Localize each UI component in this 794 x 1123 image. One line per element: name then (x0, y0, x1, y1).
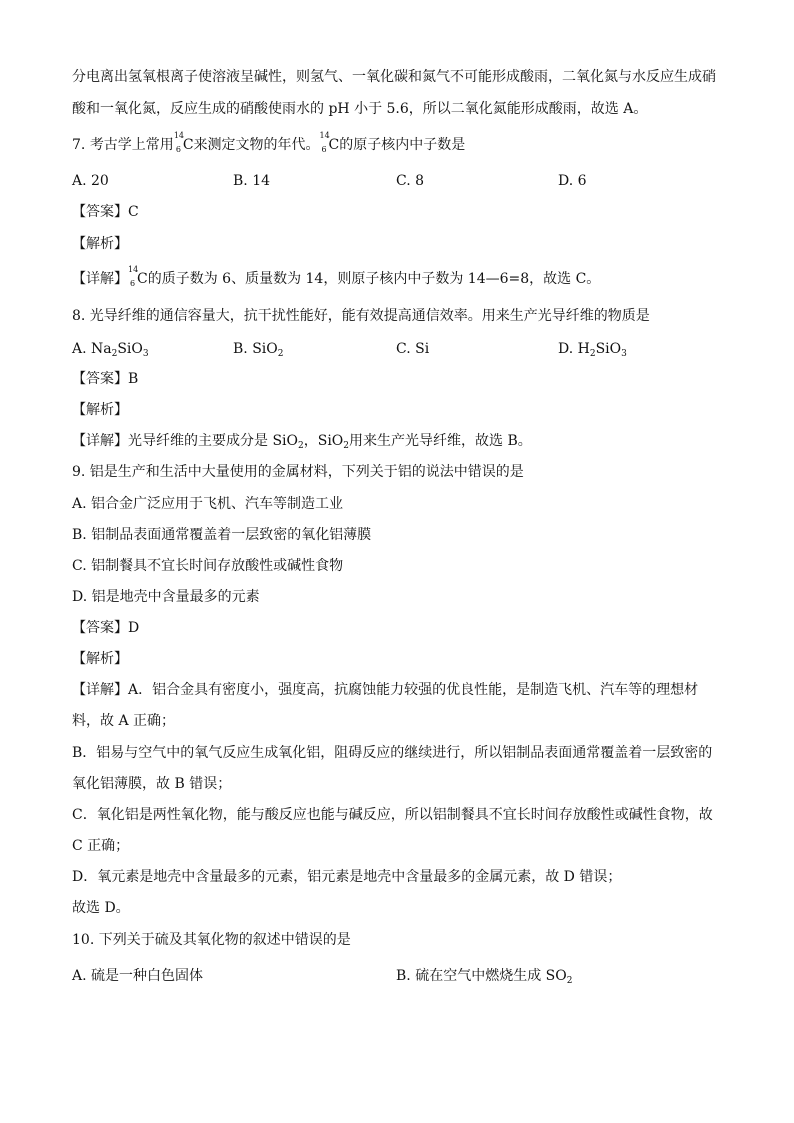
detail-text: 的质子数为 6、质量数为 14，则原子核内中子数为 14—6=8，故选 C。 (147, 271, 601, 287)
option-b: B. 硫在空气中燃烧生成 $SO_2$ (396, 968, 573, 986)
detail-tag: 【详解】 (72, 682, 128, 698)
answer-tag: 【答案】 (72, 620, 128, 636)
detail-line: 【详解】A．铝合金具有密度小，强度高，抗腐蚀能力较强的优良性能，是制造飞机、汽车等的理想材 (72, 682, 699, 698)
isotope-notation: 14 6 (173, 131, 184, 154)
question-number: 7. (72, 137, 86, 153)
option-a: A. $Na_2SiO_3$ (72, 341, 149, 359)
answer-line (72, 619, 734, 637)
detail-line: 故选 D。 (72, 900, 130, 916)
option-b: B. SiO$_2$ (233, 341, 284, 359)
answer-line (72, 370, 734, 388)
option-d: D. $H_2SiO_3$ (558, 341, 627, 359)
detail-line: B．铝易与空气中的氧气反应生成氧化铝，阻碍反应的继续进行，所以铝制品表面通常覆盖着一层致密的 (72, 745, 713, 761)
detail-line: 氧化铝薄膜，故 B 错误； (72, 776, 232, 792)
isotope-notation: 14 6 (319, 131, 330, 154)
detail-line: 【详解】 14 6 C的质子数为 6、质量数为 14，则原子核内中子数为 14—6=8，故选 C。 (72, 265, 601, 288)
detail-line: C 正确； (72, 838, 130, 854)
detail-tag: 【详解】 (72, 271, 128, 287)
answer-tag: 【答案】 (72, 371, 128, 387)
question-9-stem: 9. 铝是生产和生活中大量使用的金属材料，下列关于铝的说法中错误的是 (72, 464, 524, 480)
option-b: B. 铝制品表面通常覆盖着一层致密的氧化铝薄膜 (72, 527, 372, 543)
answer-value: D (128, 620, 140, 636)
option-c: C. 铝制餐具不宜长时间存放酸性或碱性食物 (72, 558, 344, 574)
question-text: 来测定文物的年代。 (193, 137, 320, 153)
option-a: A. 铝合金广泛应用于飞机、汽车等制造工业 (72, 496, 344, 512)
continuation-line-2: 酸和一氧化氮，反应生成的硝酸使雨水的 pH 小于 5.6，所以二氧化氮能形成酸雨，故选 A。 (72, 101, 648, 117)
option-a: A. 硫是一种白色固体 (72, 968, 204, 984)
answer-value: C (128, 204, 139, 220)
option-d: D. 铝是地壳中含量最多的元素 (72, 589, 260, 605)
question-text: 的原子核内中子数是 (339, 137, 466, 153)
analysis-tag: 【解析】 (72, 402, 128, 418)
answer-line (72, 203, 734, 221)
analysis-tag: 【解析】 (72, 651, 128, 667)
option-a: A. 20 (72, 173, 109, 189)
question-text: 考古学上常用 (89, 137, 174, 153)
option-b: B. 14 (233, 173, 271, 189)
option-c: C. Si (396, 341, 430, 357)
question-10-stem: 10. 下列关于硫及其氧化物的叙述中错误的是 (72, 932, 351, 948)
option-c: C. 8 (396, 173, 425, 189)
analysis-tag: 【解析】 (72, 236, 128, 252)
answer-tag: 【答案】 (72, 204, 128, 220)
continuation-line-1: 分电离出氢氧根离子使溶液呈碱性，则氢气、一氧化碳和氮气不可能形成酸雨，二氧化氮与水反应生成硝 (72, 69, 716, 85)
question-8-stem: 8. 光导纤维的通信容量大，抗干扰性能好，能有效提高通信效率。用来生产光导纤维的物质是 (72, 308, 650, 324)
detail-line: 【详解】光导纤维的主要成分是 SiO$_2$，SiO$_2$用来生产光导纤维，故选 B。 (72, 433, 532, 451)
question-7-stem: 7. 考古学上常用 14 6 C来测定文物的年代。 14 6 C的原子核内中子数是 (72, 131, 466, 154)
option-d: D. 6 (558, 173, 587, 189)
detail-line: C．氧化铝是两性氧化物，能与酸反应也能与碱反应，所以铝制餐具不宜长时间存放酸性或碱性食物，故 (72, 807, 713, 823)
detail-line: D．氧元素是地壳中含量最多的元素，铝元素是地壳中含量最多的金属元素，故 D 错误； (72, 869, 622, 885)
isotope-notation: 14 6 (128, 265, 139, 288)
detail-tag: 【详解】 (72, 433, 128, 449)
answer-value: B (128, 371, 139, 387)
detail-line: 料，故 A 正确； (72, 713, 176, 729)
